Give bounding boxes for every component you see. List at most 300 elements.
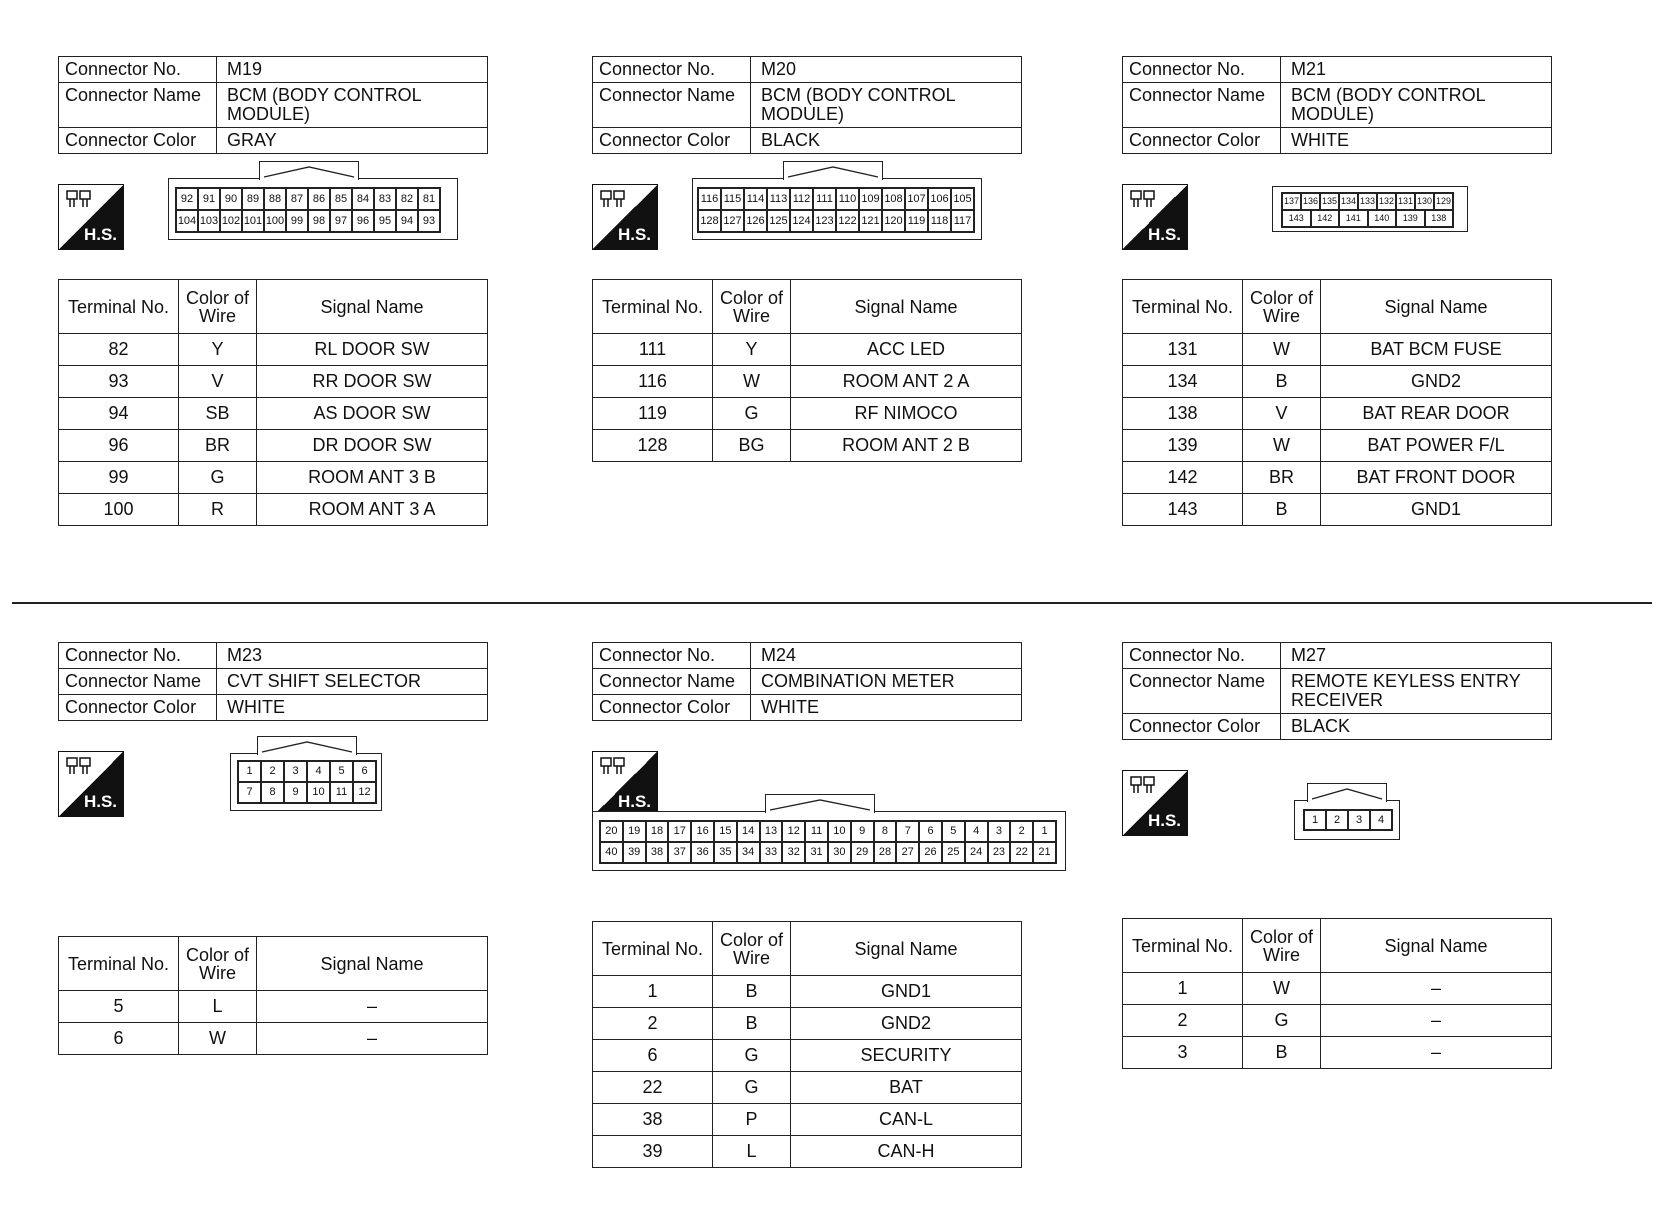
pin-cell: 114 [744,188,767,210]
pin-cell: 4 [1370,810,1392,830]
wire-harness-icon [599,189,627,211]
connector-color-value: WHITE [217,695,488,721]
connector-face-diagram [1272,186,1468,232]
wire-color: Y [713,334,791,366]
terminal-number: 128 [593,430,713,462]
pin-cell: 101 [242,210,264,232]
signal-name: CAN-H [791,1136,1022,1168]
signal-name: – [1321,1005,1552,1037]
pin-cell: 32 [782,842,805,863]
wire-color: W [1243,973,1321,1005]
wire-color-header: Color of Wire [179,937,257,991]
wire-color: V [179,366,257,398]
signal-name: AS DOOR SW [257,398,488,430]
pin-cell: 16 [691,821,714,842]
pin-cell: 83 [374,188,396,210]
table-row [59,494,488,526]
pin-cell: 120 [882,210,905,232]
terminal-number: 134 [1123,366,1243,398]
signal-name: ACC LED [791,334,1022,366]
pin-cell: 89 [242,188,264,210]
signal-name: GND1 [1321,494,1552,526]
signal-name: BAT [791,1072,1022,1104]
connector-number-value: M21 [1281,57,1552,83]
connector-number-row [1123,57,1552,83]
connector-block-m23 [58,642,488,1055]
connector-face-diagram [168,178,458,240]
terminal-number: 96 [59,430,179,462]
connector-name-row [1123,669,1552,714]
signal-name-header: Signal Name [1321,280,1552,334]
connector-name-row [593,669,1022,695]
wire-color: L [179,991,257,1023]
connector-number-label: Connector No. [1123,57,1281,83]
pin-cell: 124 [790,210,813,232]
pin-cell: 117 [951,210,974,232]
pin-cell: 3 [1348,810,1370,830]
wire-color: W [179,1023,257,1055]
table-row [1123,334,1552,366]
pin-cell: 91 [198,188,220,210]
pin-cell: 6 [353,761,376,782]
terminal-number: 100 [59,494,179,526]
table-row [1123,1005,1552,1037]
table-row [593,398,1022,430]
wire-harness-icon [1129,189,1157,211]
terminal-number: 1 [1123,973,1243,1005]
lock-tab-shape [1310,786,1384,800]
terminal-pin-grid [1303,809,1393,831]
pin-cell: 97 [330,210,352,232]
connector-color-value: BLACK [751,128,1022,154]
terminal-no-header: Terminal No. [1123,280,1243,334]
pin-cell: 82 [396,188,418,210]
signal-name: – [257,1023,488,1055]
pin-cell: 100 [264,210,286,232]
terminal-number: 5 [59,991,179,1023]
signal-name: DR DOOR SW [257,430,488,462]
connector-number-value: M19 [217,57,488,83]
section-divider [12,602,1652,604]
table-row [59,462,488,494]
signal-name: GND2 [791,1008,1022,1040]
connector-name-value: REMOTE KEYLESS ENTRY RECEIVER [1281,669,1552,714]
connector-info-table [1122,642,1552,740]
pin-cell: 140 [1368,210,1397,227]
pin-cell: 4 [965,821,988,842]
wire-harness-icon [65,756,93,778]
pin-cell: 19 [623,821,646,842]
connector-name-label: Connector Name [1123,669,1281,714]
pin-cell: 2 [261,761,284,782]
pin-cell: 98 [308,210,330,232]
pin-cell: 99 [286,210,308,232]
pin-cell: 11 [330,782,353,803]
wire-color-header: Color of Wire [713,922,791,976]
terminal-pin-grid [697,187,975,233]
pin-cell: 24 [965,842,988,863]
pin-cell: 128 [698,210,721,232]
connector-block-m19 [58,56,488,526]
harness-side-icon [1122,770,1188,836]
wire-harness-icon [65,189,93,211]
wire-color: P [713,1104,791,1136]
pin-cell: 20 [600,821,623,842]
terminal-number: 111 [593,334,713,366]
pin-cell: 11 [805,821,828,842]
terminal-number: 119 [593,398,713,430]
pin-cell: 84 [352,188,374,210]
table-row [1123,430,1552,462]
pin-cell: 4 [307,761,330,782]
connector-color-label: Connector Color [59,128,217,154]
wire-color: G [713,1072,791,1104]
connector-info-table [58,56,488,154]
pin-cell: 122 [836,210,859,232]
lock-tab-shape [786,164,880,178]
signal-name: GND2 [1321,366,1552,398]
table-row [59,991,488,1023]
pin-cell: 26 [919,842,942,863]
pin-cell: 143 [1282,210,1311,227]
pin-cell: 38 [646,842,669,863]
pin-cell: 107 [905,188,928,210]
signal-name: SECURITY [791,1040,1022,1072]
pin-cell: 106 [928,188,951,210]
connector-color-value: WHITE [1281,128,1552,154]
pin-cell: 40 [600,842,623,863]
pin-cell: 3 [988,821,1011,842]
connector-info-table [1122,56,1552,154]
pin-cell: 36 [691,842,714,863]
connector-number-value: M24 [751,643,1022,669]
connector-name-value: BCM (BODY CONTROL MODULE) [1281,83,1552,128]
signal-name: BAT POWER F/L [1321,430,1552,462]
connector-name-value: BCM (BODY CONTROL MODULE) [751,83,1022,128]
wire-color: B [1243,494,1321,526]
connector-diagram-area [1122,740,1552,918]
connector-color-row [1123,128,1552,154]
signal-name-header: Signal Name [791,280,1022,334]
pin-cell: 102 [220,210,242,232]
pin-cell: 7 [238,782,261,803]
pin-cell: 87 [286,188,308,210]
wire-harness-icon [599,756,627,778]
connector-lock-tab [765,794,875,813]
terminal-table [58,936,488,1055]
terminal-pin-grid [1281,192,1454,228]
signal-name: CAN-L [791,1104,1022,1136]
connector-color-label: Connector Color [59,695,217,721]
pin-cell: 8 [874,821,897,842]
connector-number-label: Connector No. [1123,643,1281,669]
pin-cell: 105 [951,188,974,210]
table-row [1123,462,1552,494]
pin-cell: 9 [851,821,874,842]
terminal-table-header [593,922,1022,976]
terminal-no-header: Terminal No. [1123,919,1243,973]
terminal-table [592,921,1022,1168]
table-row [593,1008,1022,1040]
wire-color: BG [713,430,791,462]
signal-name: – [1321,1037,1552,1069]
signal-name-header: Signal Name [257,937,488,991]
connector-color-row [593,128,1022,154]
signal-name: RL DOOR SW [257,334,488,366]
signal-name-header: Signal Name [257,280,488,334]
connector-number-label: Connector No. [59,57,217,83]
pin-cell: 10 [828,821,851,842]
terminal-no-header: Terminal No. [59,280,179,334]
connector-lock-tab [1307,783,1387,802]
pin-cell: 130 [1415,193,1434,210]
pin-cell: 125 [767,210,790,232]
harness-side-label: H.S. [1147,811,1181,830]
connector-color-label: Connector Color [1123,714,1281,740]
pin-cell: 92 [176,188,198,210]
connector-block-m21 [1122,56,1552,526]
terminal-number: 94 [59,398,179,430]
wire-color: R [179,494,257,526]
table-row [593,1072,1022,1104]
table-row [593,366,1022,398]
pin-cell: 119 [905,210,928,232]
terminal-number: 116 [593,366,713,398]
connector-number-label: Connector No. [593,643,751,669]
table-row [1123,366,1552,398]
wire-color: Y [179,334,257,366]
table-row [59,366,488,398]
connector-color-label: Connector Color [593,128,751,154]
pin-cell: 94 [396,210,418,232]
wire-color: B [713,1008,791,1040]
signal-name: ROOM ANT 2 A [791,366,1022,398]
pin-cell: 127 [721,210,744,232]
lock-tab-shape [768,797,872,811]
pin-row-lower [1282,210,1453,227]
pin-cell: 18 [646,821,669,842]
connector-color-value: BLACK [1281,714,1552,740]
pin-cell: 132 [1377,193,1396,210]
signal-name-header: Signal Name [791,922,1022,976]
wire-color: V [1243,398,1321,430]
connector-name-value: BCM (BODY CONTROL MODULE) [217,83,488,128]
terminal-table [1122,918,1552,1069]
terminal-number: 6 [593,1040,713,1072]
pin-cell: 129 [1434,193,1453,210]
wire-color: W [713,366,791,398]
signal-name: RR DOOR SW [257,366,488,398]
pin-cell: 113 [767,188,790,210]
table-row [59,430,488,462]
pin-cell: 12 [782,821,805,842]
signal-name: GND1 [791,976,1022,1008]
signal-name: BAT FRONT DOOR [1321,462,1552,494]
connector-color-label: Connector Color [593,695,751,721]
pin-cell: 37 [668,842,691,863]
pin-cell: 109 [859,188,882,210]
connector-name-row [593,83,1022,128]
signal-name: ROOM ANT 2 B [791,430,1022,462]
pin-cell: 131 [1396,193,1415,210]
wire-color: B [1243,1037,1321,1069]
terminal-number: 99 [59,462,179,494]
connector-number-value: M23 [217,643,488,669]
terminal-table [592,279,1022,462]
wire-color: L [713,1136,791,1168]
wire-color: W [1243,430,1321,462]
pin-cell: 13 [760,821,783,842]
connector-name-row [59,83,488,128]
connector-name-label: Connector Name [593,669,751,695]
terminal-number: 93 [59,366,179,398]
terminal-number: 131 [1123,334,1243,366]
connector-name-row [59,669,488,695]
pin-cell: 110 [836,188,859,210]
connector-color-value: WHITE [751,695,1022,721]
table-row [593,334,1022,366]
signal-name: RF NIMOCO [791,398,1022,430]
signal-name: ROOM ANT 3 B [257,462,488,494]
pin-cell: 21 [1033,842,1056,863]
connector-info-table [58,642,488,721]
pin-cell: 6 [919,821,942,842]
pin-cell: 7 [896,821,919,842]
terminal-table-header [1123,280,1552,334]
table-row [593,976,1022,1008]
connector-name-label: Connector Name [593,83,751,128]
pin-cell: 12 [353,782,376,803]
terminal-table-header [59,280,488,334]
connector-block-m24 [592,642,1051,1168]
table-row [1123,1037,1552,1069]
connector-lock-tab [783,161,883,180]
terminal-number: 3 [1123,1037,1243,1069]
connector-face-diagram [1294,800,1400,840]
harness-side-label: H.S. [83,225,117,244]
pin-cell: 115 [721,188,744,210]
wire-color-header: Color of Wire [179,280,257,334]
terminal-table-header [593,280,1022,334]
connector-name-label: Connector Name [59,83,217,128]
connector-number-value: M20 [751,57,1022,83]
harness-side-label: H.S. [617,225,651,244]
pin-cell: 103 [198,210,220,232]
pin-cell: 86 [308,188,330,210]
terminal-number: 138 [1123,398,1243,430]
pin-cell: 1 [1304,810,1326,830]
table-row [1123,973,1552,1005]
connector-number-row [59,643,488,669]
pin-cell: 2 [1010,821,1033,842]
connector-lock-tab [257,736,357,755]
wire-color: B [1243,366,1321,398]
terminal-table-header [59,937,488,991]
terminal-pin-grid [175,187,441,233]
pin-cell: 95 [374,210,396,232]
pin-cell: 17 [668,821,691,842]
pin-cell: 90 [220,188,242,210]
table-row [593,1040,1022,1072]
terminal-number: 139 [1123,430,1243,462]
connector-diagram-area [58,721,488,936]
terminal-number: 6 [59,1023,179,1055]
wire-color: B [713,976,791,1008]
pin-cell: 136 [1301,193,1320,210]
signal-name: BAT BCM FUSE [1321,334,1552,366]
pin-cell: 112 [790,188,813,210]
pin-cell: 15 [714,821,737,842]
terminal-table [1122,279,1552,526]
wire-color: SB [179,398,257,430]
connector-diagram-area [592,721,1051,921]
pin-cell: 33 [760,842,783,863]
pin-cell: 28 [874,842,897,863]
pin-cell: 142 [1311,210,1340,227]
connector-name-label: Connector Name [1123,83,1281,128]
terminal-number: 2 [593,1008,713,1040]
connector-diagram-area [58,154,488,279]
terminal-pin-grid [237,760,377,804]
pin-cell: 137 [1282,193,1301,210]
connector-name-value: CVT SHIFT SELECTOR [217,669,488,695]
connector-color-row [59,128,488,154]
pin-cell: 121 [859,210,882,232]
terminal-table-header [1123,919,1552,973]
wire-color-header: Color of Wire [713,280,791,334]
lock-tab-shape [260,739,354,753]
connector-face-diagram [592,811,1066,871]
pin-cell: 1 [1033,821,1056,842]
signal-name: BAT REAR DOOR [1321,398,1552,430]
terminal-number: 1 [593,976,713,1008]
pin-cell: 34 [737,842,760,863]
table-row [59,334,488,366]
connector-color-row [59,695,488,721]
connector-diagram-area [592,154,1022,279]
pin-cell: 14 [737,821,760,842]
connector-number-row [59,57,488,83]
pin-cell: 22 [1010,842,1033,863]
harness-side-label: H.S. [617,792,651,811]
connector-number-label: Connector No. [59,643,217,669]
pin-cell: 5 [330,761,353,782]
pin-cell: 23 [988,842,1011,863]
pin-cell: 29 [851,842,874,863]
pin-cell: 104 [176,210,198,232]
harness-side-icon [58,751,124,817]
pin-cell: 31 [805,842,828,863]
connector-color-label: Connector Color [1123,128,1281,154]
terminal-number: 38 [593,1104,713,1136]
pin-cell: 2 [1326,810,1348,830]
pin-cell: 111 [813,188,836,210]
connector-name-row [1123,83,1552,128]
wire-color: BR [1243,462,1321,494]
pin-cell: 9 [284,782,307,803]
pin-cell: 138 [1425,210,1454,227]
signal-name: – [1321,973,1552,1005]
pin-cell: 5 [942,821,965,842]
terminal-number: 142 [1123,462,1243,494]
terminal-no-header: Terminal No. [593,922,713,976]
pin-cell: 39 [623,842,646,863]
pin-cell: 93 [418,210,440,232]
connector-number-row [593,643,1022,669]
connector-block-m27 [1122,642,1552,1069]
pin-cell: 27 [896,842,919,863]
pin-cell: 81 [418,188,440,210]
